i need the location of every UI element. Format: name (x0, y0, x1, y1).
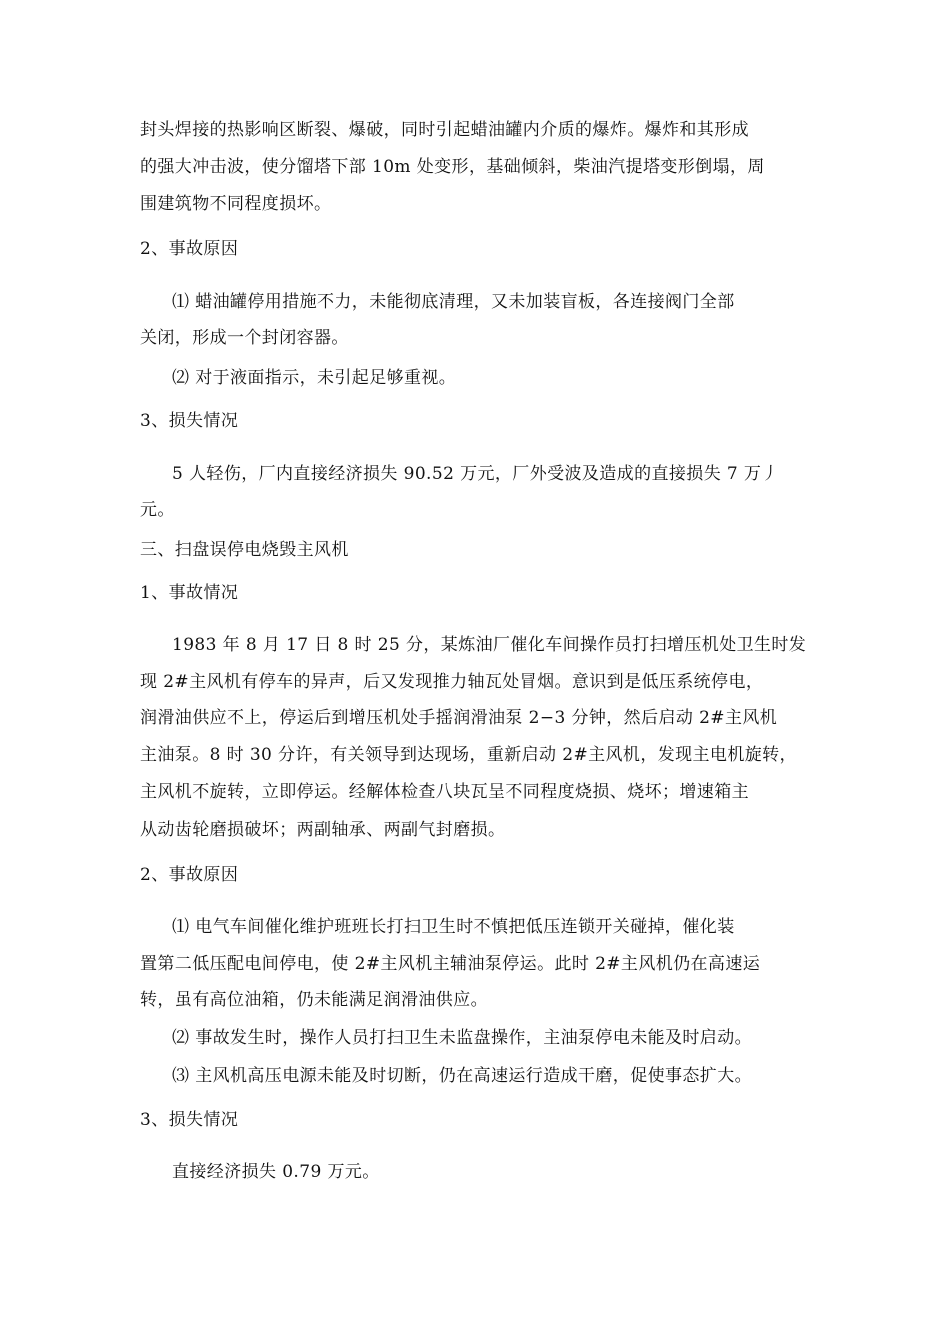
body-text-line: ⑴ 电气车间催化维护班班长打扫卫生时不慎把低压连锁开关碰掉，催化装 (172, 917, 735, 937)
section-heading: 3、损失情况 (140, 1110, 239, 1130)
body-text-line: 的强大冲击波，使分馏塔下部 10m 处变形，基础倾斜，柴油汽提塔变形倒塌，周 (140, 157, 765, 177)
body-text-line: 置第二低压配电间停电，使 2#主风机主辅油泵停运。此时 2#主风机仍在高速运 (140, 954, 761, 974)
chapter-heading: 三、扫盘误停电烧毁主风机 (140, 540, 349, 560)
body-text-line: ⑵ 事故发生时，操作人员打扫卫生未监盘操作，主油泵停电未能及时启动。 (172, 1028, 753, 1048)
section-heading: 1、事故情况 (140, 583, 239, 603)
body-text-line: 5 人轻伤，厂内直接经济损失 90.52 万元，厂外受波及造成的直接损失 7 万丿 (172, 464, 779, 484)
body-text-line: 从动齿轮磨损破坏；两副轴承、两副气封磨损。 (140, 820, 506, 840)
body-text-line: ⑵ 对于液面指示，未引起足够重视。 (172, 368, 457, 388)
body-text-line: 元。 (140, 500, 175, 520)
body-text-line: 关闭，形成一个封闭容器。 (140, 328, 349, 348)
body-text-line: 直接经济损失 0.79 万元。 (172, 1162, 380, 1182)
body-text-line: 封头焊接的热影响区断裂、爆破，同时引起蜡油罐内介质的爆炸。爆炸和其形成 (140, 120, 749, 140)
section-heading: 2、事故原因 (140, 239, 239, 259)
body-text-line: ⑴ 蜡油罐停用措施不力，未能彻底清理，又未加装盲板，各连接阀门全部 (172, 292, 735, 312)
body-text-line: 现 2#主风机有停车的异声，后又发现推力轴瓦处冒烟。意识到是低压系统停电， (140, 672, 764, 692)
body-text-line: ⑶ 主风机高压电源未能及时切断，仍在高速运行造成干磨，促使事态扩大。 (172, 1066, 753, 1086)
body-text-line: 润滑油供应不上，停运后到增压机处手摇润滑油泵 2−3 分钟，然后启动 2#主风机 (140, 708, 778, 728)
body-text-line: 1983 年 8 月 17 日 8 时 25 分，某炼油厂催化车间操作员打扫增压机处卫生时发 (172, 635, 807, 655)
section-heading: 3、损失情况 (140, 411, 239, 431)
body-text-line: 主油泵。8 时 30 分许，有关领导到达现场，重新启动 2#主风机，发现主电机旋转， (140, 745, 797, 765)
section-heading: 2、事故原因 (140, 865, 239, 885)
body-text-line: 主风机不旋转，立即停运。经解体检查八块瓦呈不同程度烧损、烧坏；增速箱主 (140, 782, 749, 802)
body-text-line: 围建筑物不同程度损坏。 (140, 194, 332, 214)
body-text-line: 转，虽有高位油箱，仍未能满足润滑油供应。 (140, 990, 488, 1010)
